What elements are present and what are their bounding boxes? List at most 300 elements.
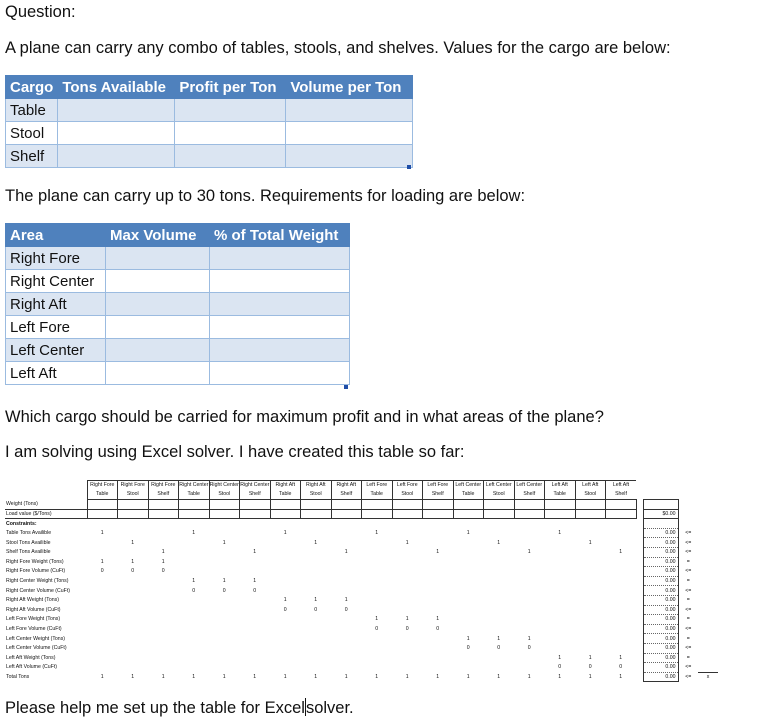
sheet-coefficient-cell[interactable] [331, 576, 362, 586]
sheet-coefficient-cell[interactable]: 0 [527, 645, 531, 652]
sheet-coefficient-cell[interactable] [453, 567, 484, 577]
sheet-coefficient-cell[interactable] [423, 653, 454, 663]
sheet-coefficient-cell[interactable] [240, 653, 271, 663]
sheet-coefficient-cell[interactable] [484, 547, 515, 557]
sheet-input-cell[interactable] [270, 509, 301, 519]
sheet-coefficient-cell[interactable]: 1 [192, 578, 196, 585]
sheet-coefficient-cell[interactable] [240, 528, 271, 538]
sheet-coefficient-cell[interactable] [270, 663, 301, 673]
sheet-total-cell[interactable] [643, 500, 678, 510]
sheet-coefficient-cell[interactable] [484, 557, 515, 567]
sheet-coefficient-cell[interactable] [392, 586, 423, 596]
sheet-coefficient-cell[interactable]: 1 [253, 673, 257, 680]
sheet-coefficient-cell[interactable]: 1 [131, 539, 135, 546]
sheet-coefficient-cell[interactable] [179, 538, 210, 548]
sheet-extra-cell[interactable] [698, 605, 718, 615]
sheet-coefficient-cell[interactable]: 1 [497, 539, 501, 546]
area-value-cell[interactable] [210, 270, 350, 293]
sheet-coefficient-cell[interactable]: 0 [436, 626, 440, 633]
area-value-cell[interactable] [106, 362, 210, 385]
sheet-coefficient-cell[interactable] [392, 547, 423, 557]
sheet-input-cell[interactable] [423, 500, 454, 510]
sheet-extra-cell[interactable] [698, 653, 718, 663]
sheet-coefficient-cell[interactable] [301, 653, 332, 663]
sheet-coefficient-cell[interactable] [423, 634, 454, 644]
sheet-coefficient-cell[interactable] [118, 624, 149, 634]
sheet-coefficient-cell[interactable] [362, 634, 393, 644]
sheet-coefficient-cell[interactable] [545, 595, 576, 605]
sheet-coefficient-cell[interactable] [331, 663, 362, 673]
sheet-coefficient-cell[interactable] [484, 595, 515, 605]
sheet-value-cell[interactable]: 0.00 [643, 576, 678, 586]
sheet-coefficient-cell[interactable] [514, 567, 545, 577]
sheet-extra-cell[interactable] [698, 538, 718, 548]
sheet-coefficient-cell[interactable] [301, 634, 332, 644]
sheet-coefficient-cell[interactable] [423, 557, 454, 567]
sheet-coefficient-cell[interactable] [575, 528, 606, 538]
sheet-extra-cell[interactable] [698, 528, 718, 538]
sheet-coefficient-cell[interactable]: 1 [436, 549, 440, 556]
sheet-input-cell[interactable] [148, 509, 179, 519]
sheet-input-cell[interactable] [209, 509, 240, 519]
sheet-coefficient-cell[interactable]: 1 [161, 673, 165, 680]
sheet-coefficient-cell[interactable] [240, 615, 271, 625]
sheet-coefficient-cell[interactable] [606, 586, 637, 596]
sheet-coefficient-cell[interactable] [606, 615, 637, 625]
sheet-coefficient-cell[interactable]: 0 [588, 664, 592, 671]
sheet-coefficient-cell[interactable] [392, 557, 423, 567]
sheet-coefficient-cell[interactable] [331, 528, 362, 538]
sheet-coefficient-cell[interactable] [423, 528, 454, 538]
cargo-value-cell[interactable] [286, 122, 413, 145]
sheet-coefficient-cell[interactable] [87, 586, 118, 596]
sheet-input-cell[interactable] [362, 509, 393, 519]
sheet-input-cell[interactable] [301, 500, 332, 510]
sheet-coefficient-cell[interactable] [240, 663, 271, 673]
sheet-coefficient-cell[interactable] [148, 586, 179, 596]
sheet-input-cell[interactable] [484, 509, 515, 519]
sheet-input-cell[interactable] [118, 500, 149, 510]
sheet-coefficient-cell[interactable] [209, 643, 240, 653]
sheet-coefficient-cell[interactable] [179, 615, 210, 625]
sheet-coefficient-cell[interactable] [453, 663, 484, 673]
sheet-coefficient-cell[interactable] [148, 663, 179, 673]
sheet-coefficient-cell[interactable] [575, 595, 606, 605]
sheet-coefficient-cell[interactable] [179, 634, 210, 644]
sheet-coefficient-cell[interactable] [575, 643, 606, 653]
sheet-coefficient-cell[interactable] [148, 576, 179, 586]
sheet-coefficient-cell[interactable] [392, 567, 423, 577]
sheet-value-cell[interactable]: 0.00 [643, 547, 678, 557]
sheet-coefficient-cell[interactable] [606, 528, 637, 538]
sheet-coefficient-cell[interactable] [484, 663, 515, 673]
sheet-coefficient-cell[interactable]: 1 [466, 635, 470, 642]
sheet-coefficient-cell[interactable] [392, 663, 423, 673]
sheet-coefficient-cell[interactable] [545, 643, 576, 653]
sheet-coefficient-cell[interactable] [240, 634, 271, 644]
sheet-coefficient-cell[interactable]: 0 [375, 626, 379, 633]
sheet-coefficient-cell[interactable] [301, 586, 332, 596]
cargo-value-cell[interactable] [58, 99, 175, 122]
sheet-coefficient-cell[interactable] [453, 547, 484, 557]
sheet-coefficient-cell[interactable]: 0 [558, 664, 562, 671]
sheet-coefficient-cell[interactable] [270, 624, 301, 634]
sheet-coefficient-cell[interactable]: 1 [283, 597, 287, 604]
sheet-coefficient-cell[interactable] [392, 605, 423, 615]
sheet-input-cell[interactable] [118, 509, 149, 519]
sheet-coefficient-cell[interactable]: 1 [436, 673, 440, 680]
sheet-coefficient-cell[interactable]: 0 [405, 626, 409, 633]
sheet-coefficient-cell[interactable] [331, 643, 362, 653]
sheet-value-cell[interactable]: 0.00 [643, 567, 678, 577]
sheet-coefficient-cell[interactable]: 1 [466, 673, 470, 680]
sheet-coefficient-cell[interactable]: 0 [253, 587, 257, 594]
area-value-cell[interactable] [106, 247, 210, 270]
sheet-coefficient-cell[interactable]: 1 [222, 578, 226, 585]
sheet-coefficient-cell[interactable] [484, 615, 515, 625]
sheet-coefficient-cell[interactable] [118, 634, 149, 644]
sheet-coefficient-cell[interactable] [453, 595, 484, 605]
sheet-input-cell[interactable] [240, 500, 271, 510]
sheet-coefficient-cell[interactable] [545, 576, 576, 586]
sheet-coefficient-cell[interactable] [148, 595, 179, 605]
sheet-coefficient-cell[interactable] [209, 547, 240, 557]
sheet-value-cell[interactable]: 0.00 [643, 653, 678, 663]
sheet-input-cell[interactable] [179, 500, 210, 510]
sheet-coefficient-cell[interactable] [392, 643, 423, 653]
sheet-coefficient-cell[interactable]: 0 [314, 606, 318, 613]
sheet-coefficient-cell[interactable]: 1 [100, 673, 104, 680]
sheet-value-cell[interactable]: 0.00 [643, 624, 678, 634]
sheet-coefficient-cell[interactable] [362, 653, 393, 663]
sheet-coefficient-cell[interactable]: 0 [192, 587, 196, 594]
sheet-coefficient-cell[interactable]: 1 [314, 673, 318, 680]
sheet-coefficient-cell[interactable] [301, 567, 332, 577]
table-resize-handle[interactable] [407, 165, 411, 169]
sheet-coefficient-cell[interactable] [209, 557, 240, 567]
area-value-cell[interactable] [106, 339, 210, 362]
sheet-coefficient-cell[interactable] [270, 576, 301, 586]
sheet-coefficient-cell[interactable] [362, 605, 393, 615]
sheet-coefficient-cell[interactable] [362, 538, 393, 548]
sheet-value-cell[interactable]: 0.00 [643, 672, 678, 682]
sheet-extra-cell[interactable] [698, 624, 718, 634]
sheet-coefficient-cell[interactable] [87, 634, 118, 644]
sheet-input-cell[interactable] [209, 500, 240, 510]
sheet-coefficient-cell[interactable] [484, 653, 515, 663]
sheet-input-cell[interactable] [362, 500, 393, 510]
sheet-coefficient-cell[interactable] [453, 653, 484, 663]
sheet-coefficient-cell[interactable]: 1 [283, 673, 287, 680]
sheet-input-cell[interactable] [453, 509, 484, 519]
sheet-coefficient-cell[interactable] [209, 595, 240, 605]
sheet-coefficient-cell[interactable] [209, 624, 240, 634]
sheet-value-cell[interactable]: 0.00 [643, 528, 678, 538]
sheet-coefficient-cell[interactable]: 1 [161, 558, 165, 565]
sheet-coefficient-cell[interactable]: 1 [344, 549, 348, 556]
sheet-coefficient-cell[interactable] [118, 643, 149, 653]
sheet-coefficient-cell[interactable] [514, 615, 545, 625]
sheet-coefficient-cell[interactable]: 0 [466, 645, 470, 652]
sheet-input-cell[interactable] [87, 500, 118, 510]
cargo-value-cell[interactable] [175, 99, 286, 122]
sheet-coefficient-cell[interactable] [209, 567, 240, 577]
sheet-input-cell[interactable] [453, 500, 484, 510]
sheet-coefficient-cell[interactable] [270, 634, 301, 644]
sheet-coefficient-cell[interactable] [179, 643, 210, 653]
sheet-coefficient-cell[interactable]: 1 [344, 597, 348, 604]
sheet-input-cell[interactable] [545, 500, 576, 510]
sheet-coefficient-cell[interactable]: 1 [344, 673, 348, 680]
sheet-coefficient-cell[interactable] [423, 576, 454, 586]
sheet-value-cell[interactable]: 0.00 [643, 557, 678, 567]
sheet-coefficient-cell[interactable] [179, 653, 210, 663]
area-value-cell[interactable] [210, 362, 350, 385]
sheet-input-cell[interactable] [606, 509, 637, 519]
sheet-coefficient-cell[interactable]: 1 [558, 530, 562, 537]
sheet-coefficient-cell[interactable]: 0 [497, 645, 501, 652]
sheet-coefficient-cell[interactable] [392, 653, 423, 663]
sheet-coefficient-cell[interactable]: 0 [283, 606, 287, 613]
sheet-coefficient-cell[interactable] [209, 605, 240, 615]
sheet-coefficient-cell[interactable] [362, 586, 393, 596]
sheet-coefficient-cell[interactable] [606, 567, 637, 577]
sheet-coefficient-cell[interactable]: 0 [131, 568, 135, 575]
sheet-coefficient-cell[interactable] [606, 576, 637, 586]
sheet-coefficient-cell[interactable] [606, 643, 637, 653]
sheet-coefficient-cell[interactable] [331, 557, 362, 567]
sheet-input-cell[interactable] [514, 500, 545, 510]
area-value-cell[interactable] [106, 293, 210, 316]
sheet-input-cell[interactable] [545, 509, 576, 519]
sheet-coefficient-cell[interactable] [148, 624, 179, 634]
area-value-cell[interactable] [210, 339, 350, 362]
sheet-extra-cell[interactable] [698, 567, 718, 577]
area-value-cell[interactable] [210, 316, 350, 339]
sheet-coefficient-cell[interactable] [392, 528, 423, 538]
sheet-coefficient-cell[interactable] [179, 557, 210, 567]
sheet-coefficient-cell[interactable] [423, 643, 454, 653]
sheet-value-cell[interactable]: 0.00 [643, 586, 678, 596]
sheet-value-cell[interactable]: 0.00 [643, 643, 678, 653]
sheet-coefficient-cell[interactable]: 1 [619, 654, 623, 661]
sheet-coefficient-cell[interactable] [331, 567, 362, 577]
sheet-coefficient-cell[interactable] [179, 663, 210, 673]
sheet-coefficient-cell[interactable] [484, 576, 515, 586]
sheet-coefficient-cell[interactable]: 1 [497, 673, 501, 680]
sheet-coefficient-cell[interactable]: 1 [161, 549, 165, 556]
sheet-coefficient-cell[interactable] [453, 538, 484, 548]
sheet-coefficient-cell[interactable] [331, 538, 362, 548]
sheet-coefficient-cell[interactable] [148, 528, 179, 538]
sheet-coefficient-cell[interactable] [453, 624, 484, 634]
sheet-input-cell[interactable] [606, 500, 637, 510]
sheet-coefficient-cell[interactable] [301, 557, 332, 567]
sheet-coefficient-cell[interactable] [270, 653, 301, 663]
sheet-coefficient-cell[interactable] [362, 547, 393, 557]
sheet-value-cell[interactable]: 0.00 [643, 615, 678, 625]
sheet-coefficient-cell[interactable] [362, 557, 393, 567]
sheet-coefficient-cell[interactable]: 1 [314, 539, 318, 546]
sheet-extra-cell[interactable] [698, 634, 718, 644]
cargo-value-cell[interactable] [175, 122, 286, 145]
sheet-coefficient-cell[interactable] [575, 547, 606, 557]
sheet-coefficient-cell[interactable] [484, 605, 515, 615]
sheet-coefficient-cell[interactable] [545, 538, 576, 548]
sheet-coefficient-cell[interactable] [87, 615, 118, 625]
area-value-cell[interactable] [210, 247, 350, 270]
sheet-input-cell[interactable] [575, 509, 606, 519]
cargo-value-cell[interactable] [286, 145, 413, 168]
sheet-coefficient-cell[interactable]: 1 [375, 673, 379, 680]
sheet-coefficient-cell[interactable]: 1 [405, 539, 409, 546]
sheet-input-cell[interactable] [392, 500, 423, 510]
sheet-coefficient-cell[interactable] [179, 567, 210, 577]
sheet-coefficient-cell[interactable] [87, 605, 118, 615]
sheet-coefficient-cell[interactable] [606, 557, 637, 567]
cargo-value-cell[interactable] [58, 145, 175, 168]
sheet-coefficient-cell[interactable]: 0 [100, 568, 104, 575]
sheet-coefficient-cell[interactable] [575, 605, 606, 615]
sheet-coefficient-cell[interactable] [301, 547, 332, 557]
sheet-coefficient-cell[interactable]: 1 [588, 654, 592, 661]
sheet-coefficient-cell[interactable] [148, 653, 179, 663]
sheet-coefficient-cell[interactable]: 1 [588, 673, 592, 680]
sheet-coefficient-cell[interactable] [545, 634, 576, 644]
sheet-coefficient-cell[interactable] [331, 624, 362, 634]
sheet-coefficient-cell[interactable]: 1 [527, 549, 531, 556]
sheet-coefficient-cell[interactable] [270, 643, 301, 653]
sheet-coefficient-cell[interactable] [362, 643, 393, 653]
sheet-coefficient-cell[interactable] [87, 538, 118, 548]
sheet-coefficient-cell[interactable]: 1 [466, 530, 470, 537]
sheet-coefficient-cell[interactable] [240, 605, 271, 615]
sheet-coefficient-cell[interactable] [179, 624, 210, 634]
sheet-coefficient-cell[interactable] [453, 557, 484, 567]
sheet-coefficient-cell[interactable] [301, 663, 332, 673]
sheet-coefficient-cell[interactable]: 1 [527, 635, 531, 642]
sheet-coefficient-cell[interactable] [514, 663, 545, 673]
sheet-coefficient-cell[interactable] [209, 634, 240, 644]
sheet-coefficient-cell[interactable] [514, 576, 545, 586]
sheet-coefficient-cell[interactable]: 0 [344, 606, 348, 613]
sheet-coefficient-cell[interactable]: 1 [192, 530, 196, 537]
sheet-coefficient-cell[interactable] [118, 586, 149, 596]
sheet-coefficient-cell[interactable] [240, 595, 271, 605]
sheet-total-cell[interactable]: $0.00 [643, 509, 678, 519]
sheet-coefficient-cell[interactable] [392, 576, 423, 586]
sheet-coefficient-cell[interactable]: 1 [253, 578, 257, 585]
sheet-coefficient-cell[interactable] [575, 615, 606, 625]
sheet-coefficient-cell[interactable]: 0 [619, 664, 623, 671]
sheet-coefficient-cell[interactable]: 1 [405, 616, 409, 623]
sheet-coefficient-cell[interactable] [240, 643, 271, 653]
sheet-value-cell[interactable]: 0.00 [643, 663, 678, 673]
sheet-coefficient-cell[interactable] [118, 595, 149, 605]
sheet-coefficient-cell[interactable] [179, 605, 210, 615]
sheet-coefficient-cell[interactable]: 1 [619, 673, 623, 680]
sheet-coefficient-cell[interactable] [87, 576, 118, 586]
sheet-coefficient-cell[interactable] [148, 643, 179, 653]
sheet-coefficient-cell[interactable] [87, 595, 118, 605]
sheet-coefficient-cell[interactable] [606, 634, 637, 644]
sheet-coefficient-cell[interactable] [240, 624, 271, 634]
sheet-coefficient-cell[interactable] [545, 624, 576, 634]
sheet-coefficient-cell[interactable] [423, 538, 454, 548]
sheet-coefficient-cell[interactable]: 0 [161, 568, 165, 575]
sheet-coefficient-cell[interactable] [270, 615, 301, 625]
sheet-extra-cell[interactable]: x [698, 672, 718, 682]
sheet-coefficient-cell[interactable] [240, 567, 271, 577]
sheet-input-cell[interactable] [575, 500, 606, 510]
sheet-coefficient-cell[interactable]: 1 [558, 654, 562, 661]
sheet-coefficient-cell[interactable]: 1 [100, 558, 104, 565]
sheet-coefficient-cell[interactable] [362, 595, 393, 605]
sheet-extra-cell[interactable] [698, 586, 718, 596]
sheet-coefficient-cell[interactable] [118, 547, 149, 557]
sheet-coefficient-cell[interactable]: 1 [405, 673, 409, 680]
sheet-coefficient-cell[interactable]: 1 [588, 539, 592, 546]
sheet-coefficient-cell[interactable] [148, 615, 179, 625]
sheet-input-cell[interactable] [87, 509, 118, 519]
area-value-cell[interactable] [106, 316, 210, 339]
sheet-coefficient-cell[interactable] [362, 576, 393, 586]
sheet-coefficient-cell[interactable]: 1 [100, 530, 104, 537]
sheet-coefficient-cell[interactable] [240, 538, 271, 548]
sheet-coefficient-cell[interactable] [301, 624, 332, 634]
sheet-input-cell[interactable] [270, 500, 301, 510]
sheet-extra-cell[interactable] [698, 576, 718, 586]
sheet-extra-cell[interactable] [698, 547, 718, 557]
sheet-extra-cell[interactable] [698, 643, 718, 653]
sheet-coefficient-cell[interactable] [148, 605, 179, 615]
sheet-coefficient-cell[interactable] [484, 586, 515, 596]
sheet-coefficient-cell[interactable] [392, 634, 423, 644]
sheet-coefficient-cell[interactable] [87, 663, 118, 673]
cargo-value-cell[interactable] [58, 122, 175, 145]
sheet-coefficient-cell[interactable] [514, 595, 545, 605]
sheet-value-cell[interactable]: 0.00 [643, 605, 678, 615]
sheet-coefficient-cell[interactable] [148, 538, 179, 548]
cargo-value-cell[interactable] [175, 145, 286, 168]
sheet-coefficient-cell[interactable] [514, 528, 545, 538]
sheet-coefficient-cell[interactable] [514, 557, 545, 567]
sheet-input-cell[interactable] [392, 509, 423, 519]
sheet-coefficient-cell[interactable] [575, 557, 606, 567]
sheet-coefficient-cell[interactable] [575, 567, 606, 577]
sheet-coefficient-cell[interactable] [118, 528, 149, 538]
sheet-coefficient-cell[interactable]: 1 [131, 558, 135, 565]
sheet-coefficient-cell[interactable]: 1 [283, 530, 287, 537]
sheet-coefficient-cell[interactable] [484, 624, 515, 634]
sheet-input-cell[interactable] [179, 509, 210, 519]
sheet-coefficient-cell[interactable]: 1 [253, 549, 257, 556]
sheet-coefficient-cell[interactable] [575, 634, 606, 644]
sheet-coefficient-cell[interactable] [423, 586, 454, 596]
sheet-coefficient-cell[interactable] [209, 653, 240, 663]
sheet-coefficient-cell[interactable] [545, 605, 576, 615]
sheet-coefficient-cell[interactable] [118, 615, 149, 625]
sheet-coefficient-cell[interactable] [179, 595, 210, 605]
sheet-coefficient-cell[interactable] [453, 615, 484, 625]
sheet-coefficient-cell[interactable] [514, 624, 545, 634]
sheet-input-cell[interactable] [423, 509, 454, 519]
sheet-coefficient-cell[interactable] [545, 586, 576, 596]
sheet-coefficient-cell[interactable] [453, 576, 484, 586]
sheet-coefficient-cell[interactable] [301, 643, 332, 653]
sheet-coefficient-cell[interactable] [362, 663, 393, 673]
sheet-coefficient-cell[interactable] [331, 586, 362, 596]
